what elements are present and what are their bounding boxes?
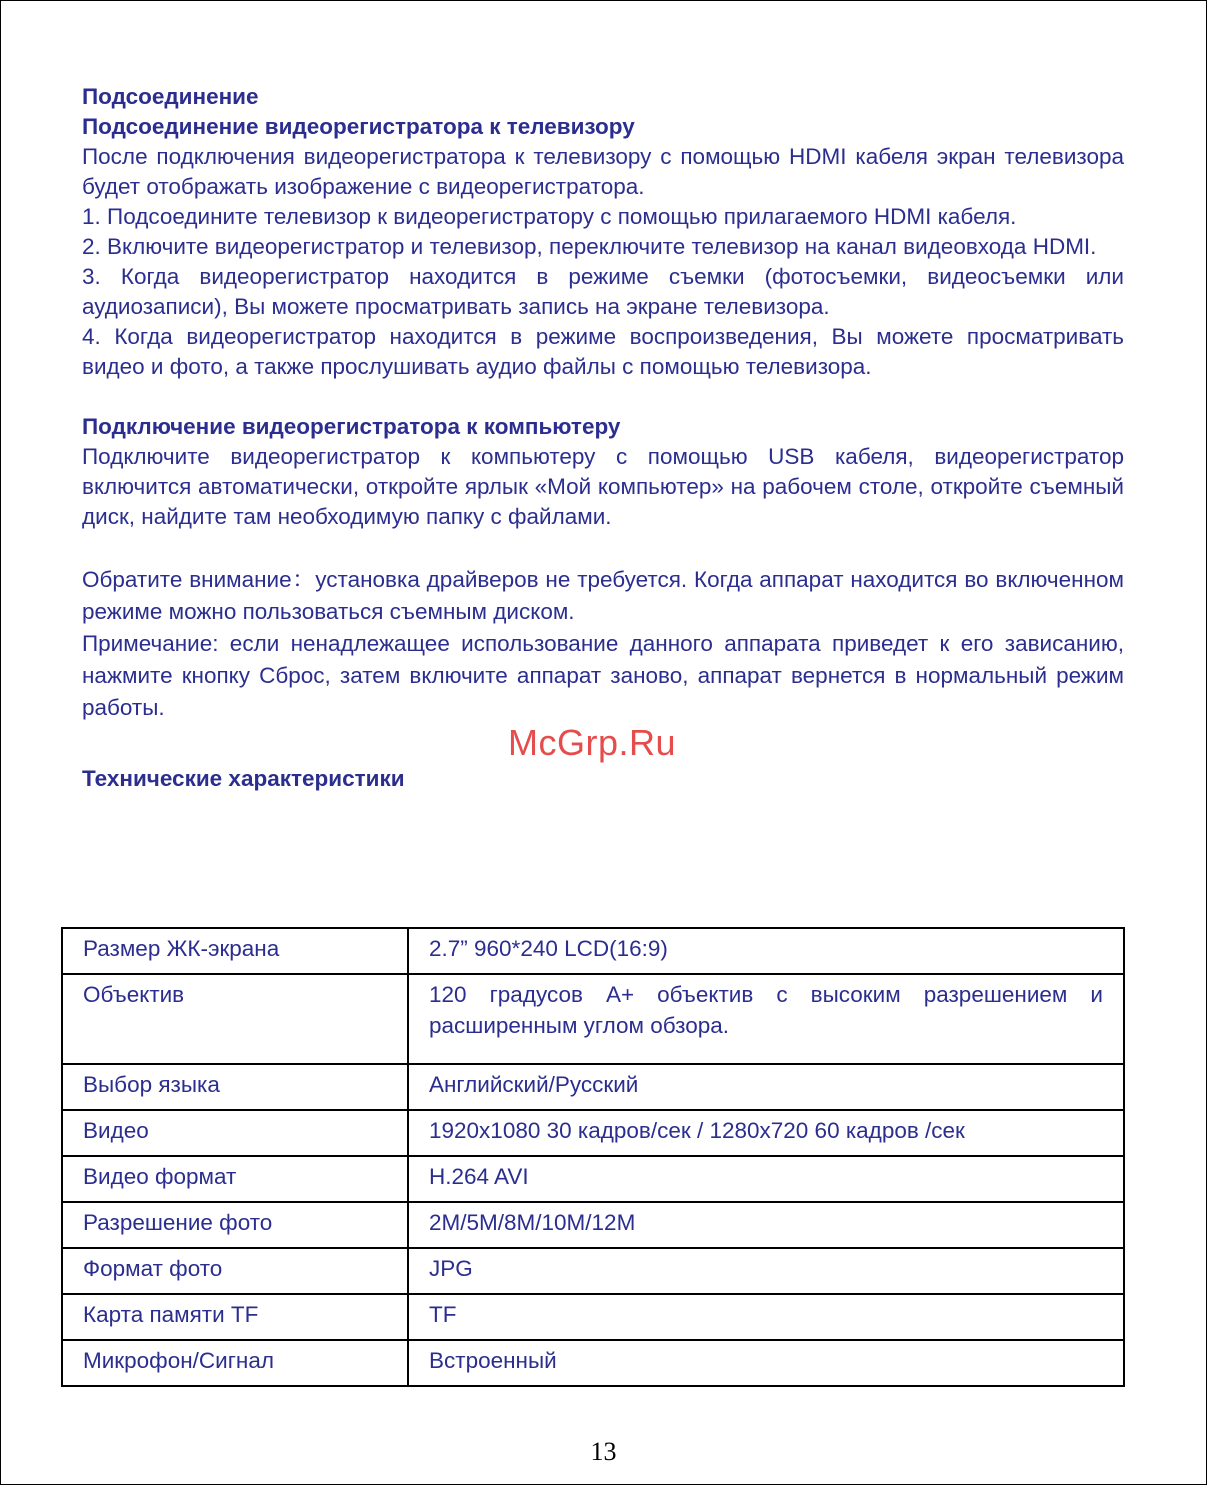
spec-value: Английский/Русский bbox=[408, 1064, 1124, 1110]
spec-value: 2.7” 960*240 LCD(16:9) bbox=[408, 928, 1124, 974]
spec-key: Видео формат bbox=[62, 1156, 408, 1202]
section-heading-connect: Подсоединение bbox=[82, 84, 259, 109]
spec-value: TF bbox=[408, 1294, 1124, 1340]
table-row bbox=[62, 1064, 1124, 1110]
pc-paragraph: Подключите видеорегистратор к компьютеру с помощью USB кабеля, видеорегистратор включится автоматически, откройте ярлык «Мой компьютер» на рабочем столе, откройте съемный диск, найдите там необходимую папку с файлами. bbox=[82, 444, 1124, 529]
spec-value: JPG bbox=[408, 1248, 1124, 1294]
tv-step-2: 2. Включите видеорегистратор и телевизор, переключите телевизор на канал видеовхода HDMI. bbox=[82, 234, 1097, 259]
spec-key: Микрофон/Сигнал bbox=[62, 1340, 408, 1386]
remark-note: Примечание: если ненадлежащее использование данного аппарата приведет к его зависанию, нажмите кнопку Сброс, затем включите аппарат заново, аппарат вернется в нормальный режим работы. bbox=[82, 631, 1124, 720]
spec-value: 120 градусов A+ объектив с высоким разрешением и расширенным углом обзора. bbox=[408, 974, 1124, 1064]
table-row bbox=[62, 1156, 1124, 1202]
tv-step-1: 1. Подсоедините телевизор к видеорегистратору с помощью прилагаемого HDMI кабеля. bbox=[82, 204, 1017, 229]
spec-value: 1920x1080 30 кадров/сек / 1280x720 60 кадров /сек bbox=[408, 1110, 1124, 1156]
subheading-pc: Подключение видеорегистратора к компьютеру bbox=[82, 414, 621, 439]
spec-key: Разрешение фото bbox=[62, 1202, 408, 1248]
table-row bbox=[62, 1202, 1124, 1248]
tv-step-3: 3. Когда видеорегистратор находится в режиме съемки (фотосъемки, видеосъемки или аудиозаписи), Вы можете просматривать запись на экране телевизора. bbox=[82, 264, 1124, 319]
spec-key: Размер ЖК-экрана bbox=[62, 928, 408, 974]
attention-note: Обратите внимание：установка драйверов не требуется. Когда аппарат находится во включенном режиме можно пользоваться съемным диском. bbox=[82, 567, 1124, 624]
spec-value: Встроенный bbox=[408, 1340, 1124, 1386]
tv-step-4: 4. Когда видеорегистратор находится в режиме воспроизведения, Вы можете просматривать видео и фото, а также прослушивать аудио файлы с помощью телевизора. bbox=[82, 324, 1124, 379]
spec-value: H.264 AVI bbox=[408, 1156, 1124, 1202]
table-row bbox=[62, 1340, 1124, 1386]
tv-intro-paragraph: После подключения видеорегистратора к телевизору с помощью HDMI кабеля экран телевизора будет отображать изображение с видеорегистратора. bbox=[82, 144, 1124, 199]
page-content bbox=[82, 82, 1124, 794]
table-row bbox=[62, 974, 1124, 1064]
spec-key: Формат фото bbox=[62, 1248, 408, 1294]
subheading-tv: Подсоединение видеорегистратора к телевизору bbox=[82, 114, 635, 139]
watermark: McGrp.Ru bbox=[508, 722, 677, 763]
page-number: 13 bbox=[590, 1437, 617, 1466]
spec-value: 2M/5M/8M/10M/12M bbox=[408, 1202, 1124, 1248]
spec-key: Объектив bbox=[62, 974, 408, 1064]
spec-key: Карта памяти TF bbox=[62, 1294, 408, 1340]
table-row bbox=[62, 1110, 1124, 1156]
specs-table bbox=[61, 927, 1125, 1387]
table-row bbox=[62, 1248, 1124, 1294]
specs-heading: Технические характеристики bbox=[82, 766, 405, 791]
table-row bbox=[62, 928, 1124, 974]
table-row bbox=[62, 1294, 1124, 1340]
spec-key: Выбор языка bbox=[62, 1064, 408, 1110]
spec-key: Видео bbox=[62, 1110, 408, 1156]
